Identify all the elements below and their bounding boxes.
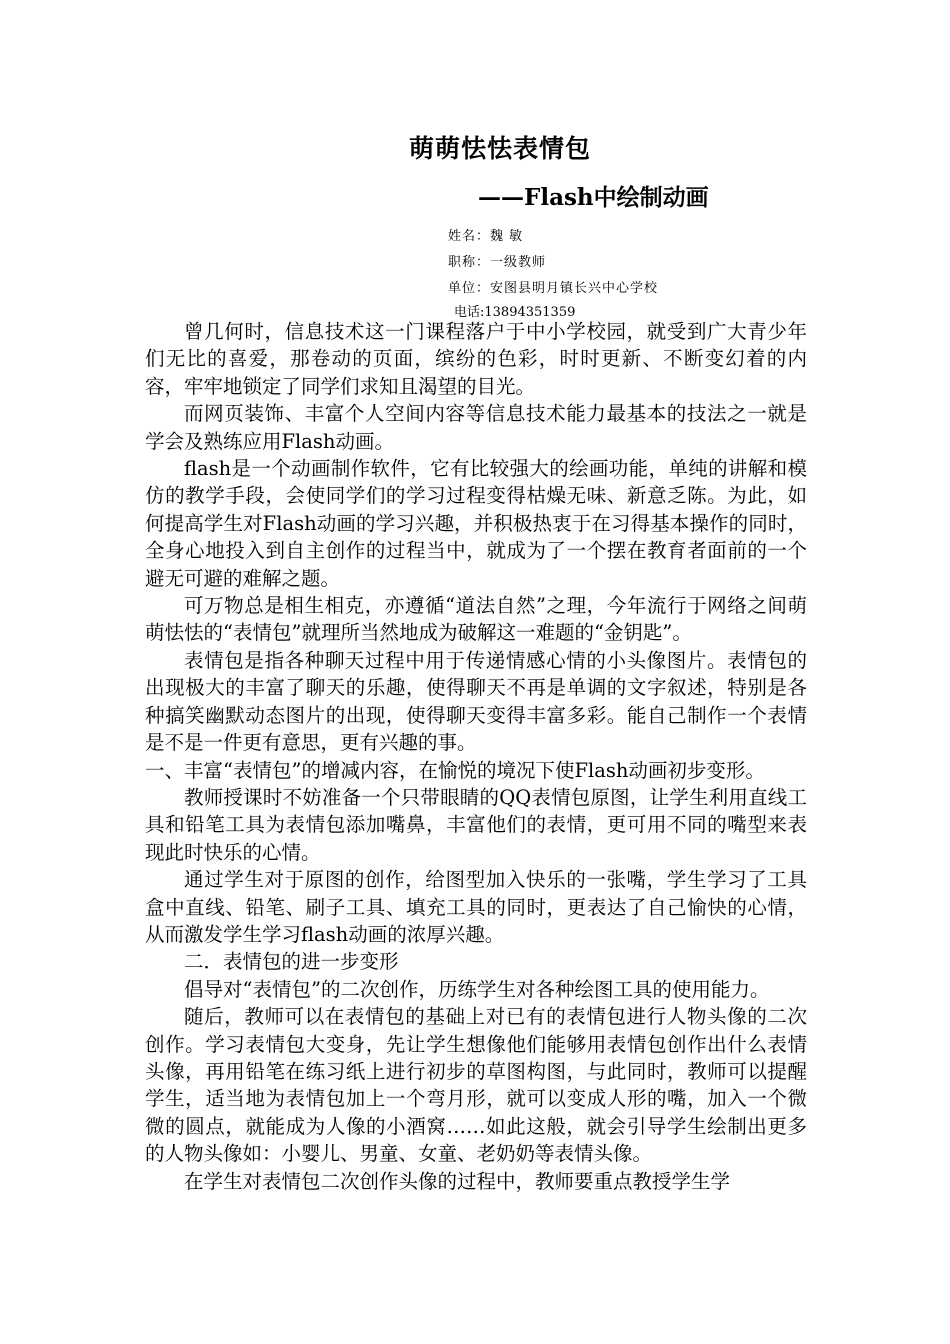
author-unit: 单位：安图县明月镇长兴中心学校: [448, 281, 659, 296]
paragraph: 表情包是指各种聊天过程中用于传递情感心情的小头像图片。表情包的出现极大的丰富了聊天的乐趣，使得聊天不再是单调的文字叙述，特别是各种搞笑幽默动态图片的出现，使得聊天变得丰富多彩。能自己制作一个表情是不是一件更有意思，更有兴趣的事。: [145, 648, 807, 755]
paragraph: 倡导对“表情包”的二次创作，历练学生对各种绘图工具的使用能力。: [184, 977, 770, 1001]
paragraph: 在学生对表情包二次创作头像的过程中，教师要重点教授学生学: [184, 1169, 731, 1193]
section-heading-1: 一、丰富“表情包”的增减内容，在愉悦的境况下使Flash动画初步变形。: [145, 758, 765, 782]
section-heading-2: 二．表情包的进一步变形: [184, 950, 399, 974]
document-body: [145, 318, 807, 1195]
author-title: 职称：一级教师: [448, 255, 547, 270]
paragraph: 可万物总是相生相克，亦遵循“道法自然”之理，今年流行于网络之间萌萌怯怯的“表情包”就理所当然地成为破解这一难题的“金钥匙”。: [145, 594, 807, 645]
paragraph: 而网页装饰、丰富个人空间内容等信息技术能力最基本的技法之一就是学会及熟练应用Flash动画。: [145, 402, 807, 453]
paragraph: 通过学生对于原图的创作，给图型加入快乐的一张嘴，学生学习了工具盒中直线、铅笔、刷子工具、填充工具的同时，更表达了自己愉快的心情，从而激发学生学习flash动画的浓厚兴趣。: [145, 868, 807, 946]
document-title: 萌萌怯怯表情包: [408, 134, 591, 163]
paragraph: 曾几何时，信息技术这一门课程落户于中小学校园，就受到广大青少年们无比的喜爱，那卷动的页面，缤纷的色彩，时时更新、不断变幻着的内容，牢牢地锁定了同学们求知且渴望的目光。: [145, 320, 807, 398]
author-name: 姓名：魏 敏: [448, 229, 524, 244]
paragraph: 教师授课时不妨准备一个只带眼睛的QQ表情包原图，让学生利用直线工具和铅笔工具为表情包添加嘴鼻，丰富他们的表情，更可用不同的嘴型来表现此时快乐的心情。: [145, 785, 807, 864]
document-subtitle: ——Flash中绘制动画: [478, 184, 709, 211]
paragraph: 随后，教师可以在表情包的基础上对已有的表情包进行人物头像的二次创作。学习表情包大变身，先让学生想像他们能够用表情包创作出什么表情头像，再用铅笔在练习纸上进行初步的草图构图，与此同时，教师可以提醒学生，适当地为表情包加上一个弯月形，就可以变成人形的嘴，加入一个微微的圆点，就能成为人像的小酒窝……如此这般，就会引导学生绘制出更多的人物头像如：小婴儿、男童、女童、老奶奶等表情头像。: [145, 1005, 807, 1166]
paragraph: flash是一个动画制作软件，它有比较强大的绘画功能，单纯的讲解和模仿的教学手段，会使同学们的学习过程变得枯燥无味、新意乏陈。为此，如何提高学生对Flash动画的学习兴趣，并积极热衷于在习得基本操作的同时，全身心地投入到自主创作的过程当中，就成为了一个摆在教育者面前的一个避无可避的难解之题。: [145, 457, 807, 590]
author-phone: 电话:13894351359: [454, 305, 576, 320]
